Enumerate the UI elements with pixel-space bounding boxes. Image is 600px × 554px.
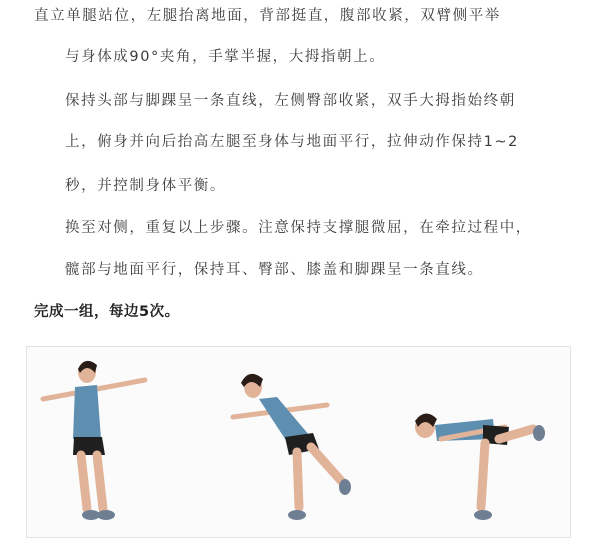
- instruction-line: 秒，并控制身体平衡。: [65, 178, 226, 194]
- summary-text: 完成一组，每边5次。: [34, 304, 180, 320]
- instruction-line: 保持头部与脚踝呈一条直线，左侧臀部收紧，双手大拇指始终朝: [65, 93, 516, 109]
- instruction-line: 直立单腿站位，左腿抬离地面，背部挺直，腹部收紧，双臂侧平举: [34, 8, 501, 24]
- figure-2-leg-raised: [311, 447, 343, 483]
- figure-1-leg-right: [97, 455, 103, 509]
- figure-2-shoe: [339, 479, 351, 495]
- figure-1-shoe: [97, 510, 115, 520]
- figure-1-tank: [73, 385, 101, 439]
- exercise-photo: [26, 346, 571, 538]
- figure-3-leg-standing: [481, 443, 485, 507]
- figure-2-shoe: [288, 510, 306, 520]
- figure-2-leg-standing: [297, 452, 299, 507]
- instruction-line: 髋部与地面平行，保持耳、臀部、膝盖和脚踝呈一条直线。: [65, 262, 484, 278]
- instruction-line: 换至对侧，重复以上步骤。注意保持支撑腿微屈，在牵拉过程中，: [65, 220, 532, 236]
- instruction-line: 与身体成90°夹角，手掌半握，大拇指朝上。: [65, 49, 386, 65]
- instruction-line: 上，俯身并向后抬高左腿至身体与地面平行，拉伸动作保持1~2: [65, 134, 519, 150]
- figure-3-shoe: [533, 425, 545, 441]
- exercise-illustration: [27, 347, 570, 537]
- figure-3-shoe: [474, 510, 492, 520]
- figure-1-leg-left: [81, 455, 87, 509]
